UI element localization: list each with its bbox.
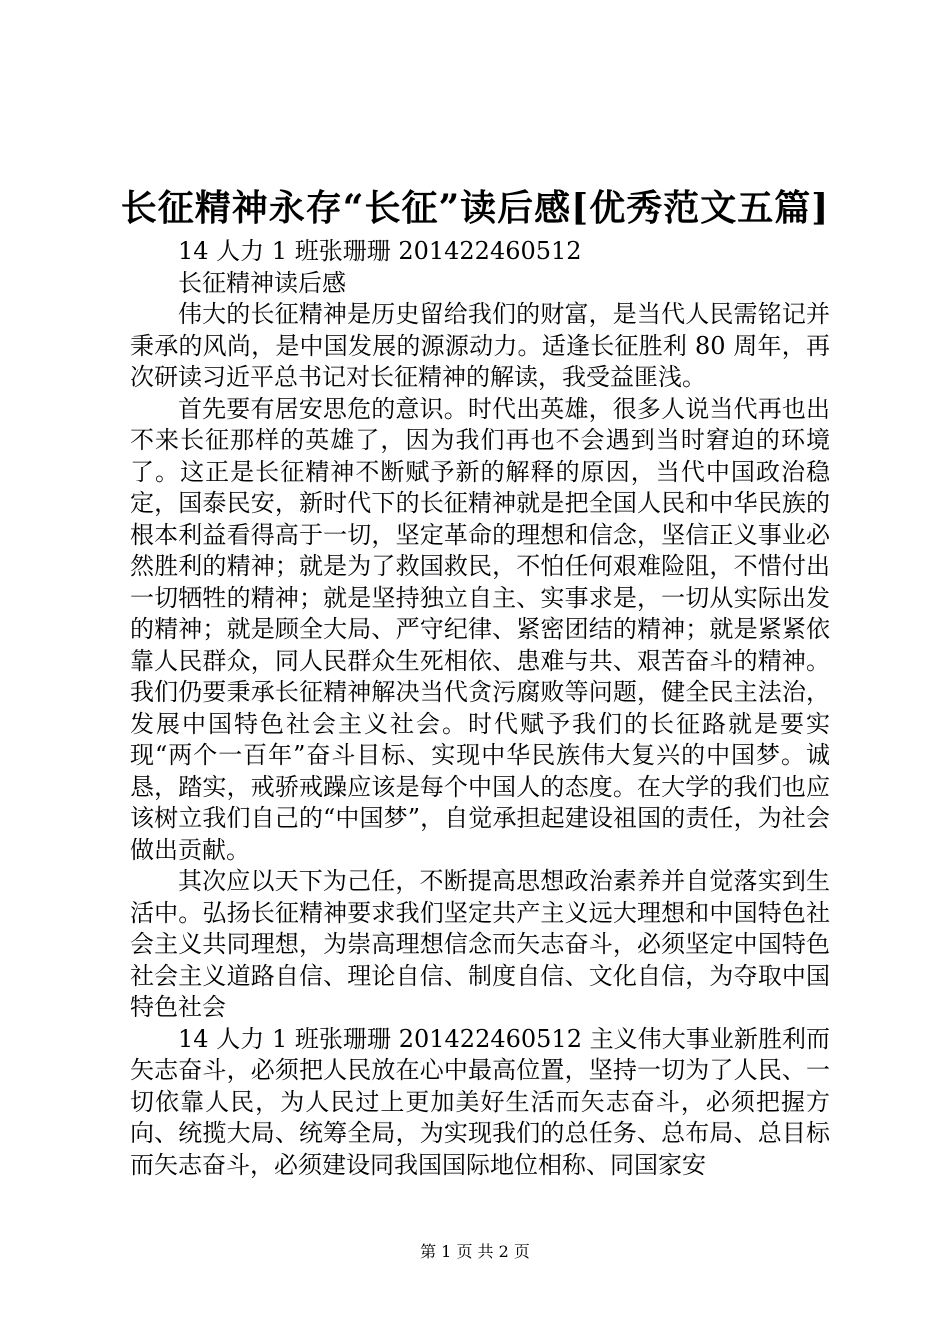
author-line: 14 人力 1 班张珊珊 201422460512	[178, 237, 582, 265]
subtitle-line: 长征精神读后感	[178, 268, 346, 297]
document-body	[130, 236, 830, 1181]
body-paragraph: 其次应以天下为己任，不断提高思想政治素养并自觉落实到生活中。弘扬长征精神要求我们坚定共产主义远大理想和中国特色社会主义共同理想，为崇高理想信念而矢志奋斗，必须坚定中国特色社会主义道路自信、理论自信、制度自信、文化自信，为夺取中国特色社会	[130, 867, 830, 1021]
page-footer: 第 1 页 共 2 页	[420, 1242, 530, 1261]
body-paragraph: 14 人力 1 班张珊珊 201422460512 主义伟大事业新胜利而矢志奋斗，必须把人民放在心中最高位置，坚持一切为了人民、一切依靠人民，为人民过上更加美好生活而矢志奋斗，必须把握方向、统揽大局、统筹全局，为实现我们的总任务、总布局、总目标而矢志奋斗，必须建设同我国国际地位相称、同国家安	[130, 1024, 830, 1179]
document-title: 长征精神永存“长征”读后感[优秀范文五篇]	[120, 187, 830, 229]
body-paragraph: 首先要有居安思危的意识。时代出英雄，很多人说当代再也出不来长征那样的英雄了，因为我们再也不会遇到当时窘迫的环境了。这正是长征精神不断赋予新的解释的原因，当代中国政治稳定，国泰民安，新时代下的长征精神就是把全国人民和中华民族的根本利益看得高于一切，坚定革命的理想和信念，坚信正义事业必然胜利的精神；就是为了救国救民，不怕任何艰难险阻，不惜付出一切牺牲的精神；就是坚持独立自主、实事求是，一切从实际出发的精神；就是顾全大局、严守纪律、紧密团结的精神；就是紧紧依靠人民群众，同人民群众生死相依、患难与共、艰苦奋斗的精神。我们仍要秉承长征精神解决当代贪污腐败等问题，健全民主法治，发展中国特色社会主义社会。时代赋予我们的长征路就是要实现“两个一百年”奋斗目标、实现中华民族伟大复兴的中国梦。诚恳，踏实，戒骄戒躁应该是每个中国人的态度。在大学的我们也应该树立我们自己的“中国梦”，自觉承担起建设祖国的责任，为社会做出贡献。	[130, 394, 830, 864]
body-paragraph: 伟大的长征精神是历史留给我们的财富，是当代人民需铭记并秉承的风尚，是中国发展的源源动力。适逢长征胜利 80 周年，再次研读习近平总书记对长征精神的解读，我受益匪浅。	[130, 300, 830, 391]
